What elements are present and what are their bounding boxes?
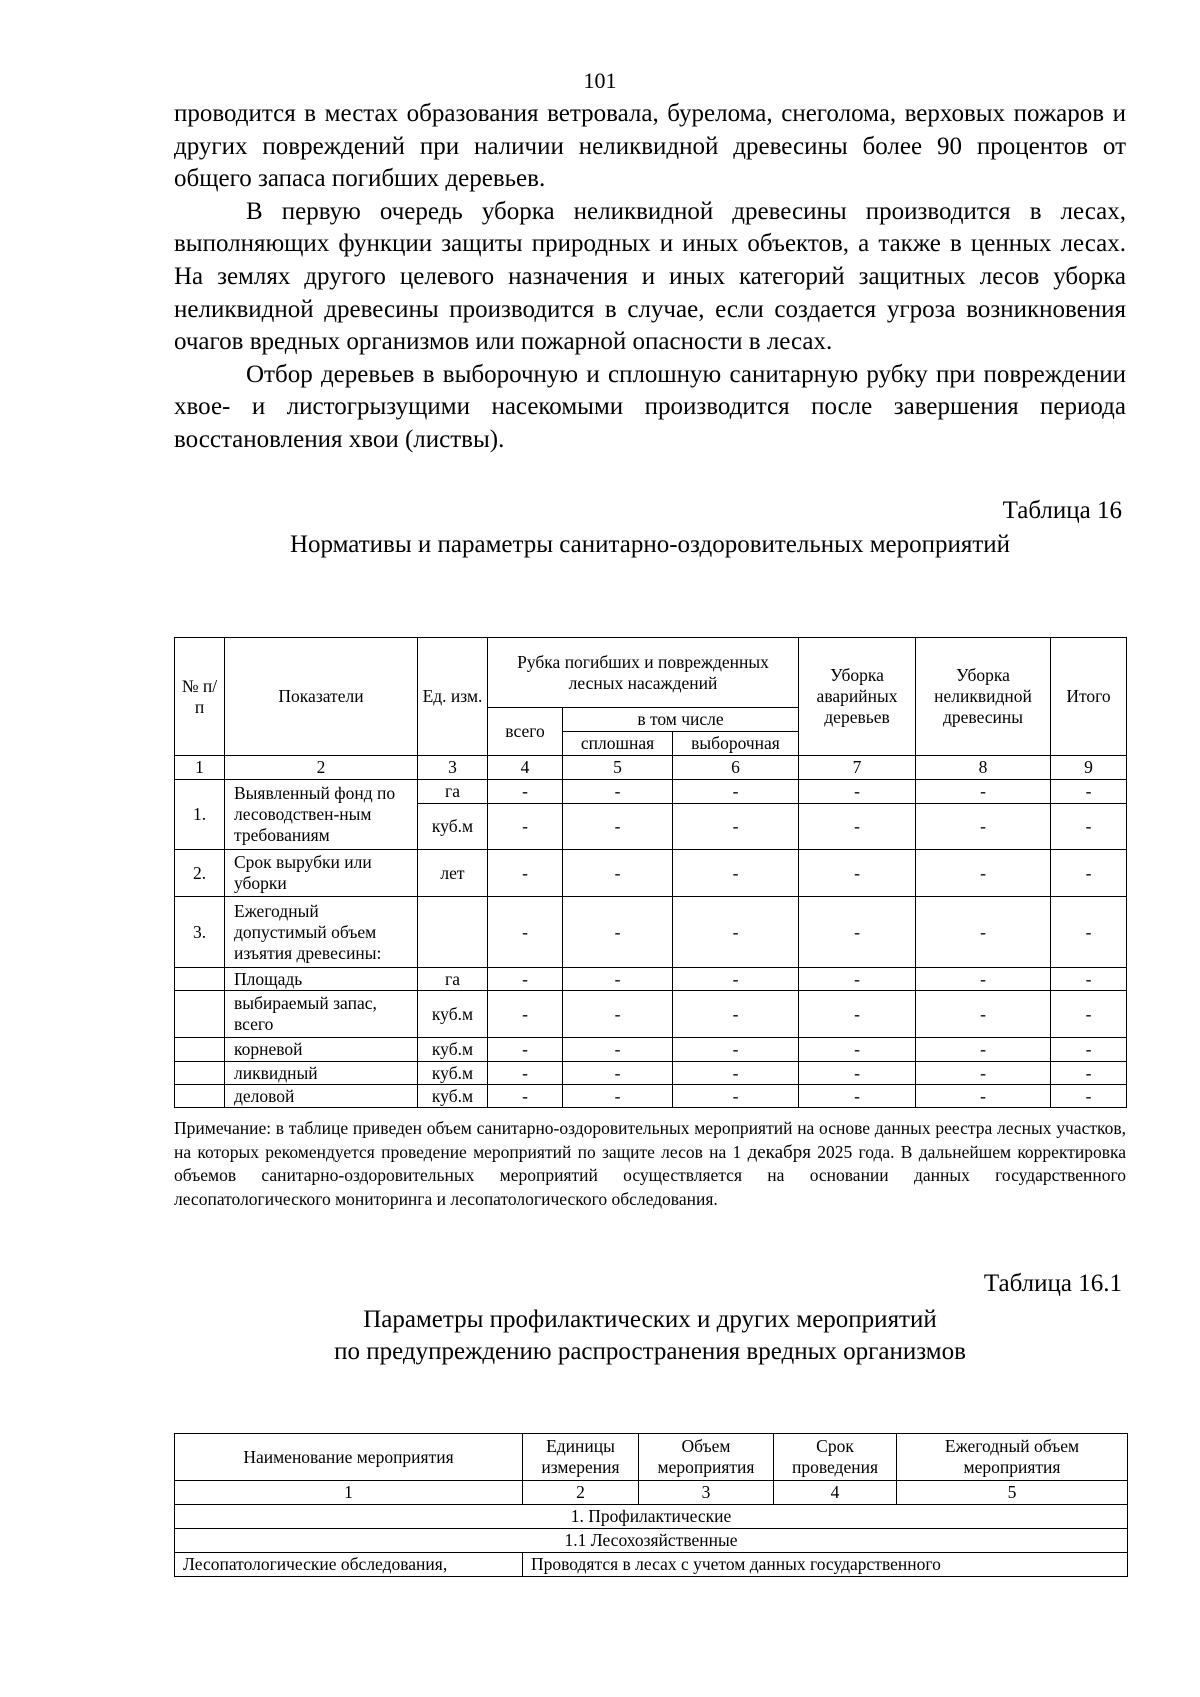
cell-value: -	[1051, 1038, 1127, 1062]
cell-value: -	[1051, 968, 1127, 991]
cell-value: -	[1051, 897, 1127, 968]
table-row	[175, 1553, 1128, 1577]
col-number: 5	[563, 756, 673, 780]
table-16	[174, 637, 1127, 1108]
col-number: 4	[774, 1481, 897, 1505]
col-number: 1	[175, 756, 225, 780]
cell-value: -	[1051, 780, 1127, 804]
header-selective: выборочная	[673, 732, 799, 756]
cell-value: -	[673, 780, 799, 804]
col-number: 6	[673, 756, 799, 780]
paragraph-2: В первую очередь уборка неликвидной древесины производится в лесах, выполняющих функции защиты природных и иных объектов, а также в ценных лесах. На землях другого целевого назначения и иных категорий защитных лесов уборка неликвидной древесины производится в случае, если создается угроза возникновения очагов вредных организмов или пожарной опасности в лесах.	[174, 197, 1126, 356]
header-annual-volume: Ежегодный объем мероприятия	[897, 1434, 1128, 1481]
cell-value: -	[563, 1085, 673, 1108]
row-indicator: Срок вырубки или уборки	[225, 850, 418, 897]
header-total-all: всего	[488, 708, 563, 756]
cell-value: -	[1051, 1062, 1127, 1085]
table-row	[175, 1085, 1127, 1108]
cell-value: -	[799, 991, 916, 1038]
row-indicator: корневой	[225, 1038, 418, 1062]
row-indicator: ликвидный	[225, 1062, 418, 1085]
column-number-row	[175, 1481, 1128, 1505]
body-text	[174, 98, 1126, 457]
row-activity-name: Лесопатологические обследования,	[175, 1553, 523, 1577]
row-num	[175, 968, 225, 991]
cell-value: -	[673, 897, 799, 968]
paragraph-1: проводится в местах образования ветровала, бурелома, снеголома, верховых пожаров и других повреждений при наличии неликвидной древесины более 90 процентов от общего запаса погибших деревьев.	[174, 100, 1126, 193]
cell-value: -	[916, 991, 1051, 1038]
cell-value: -	[673, 1085, 799, 1108]
cell-value: -	[563, 1038, 673, 1062]
cell-value: -	[488, 1062, 563, 1085]
cell-value: -	[488, 780, 563, 804]
table-row	[175, 850, 1127, 897]
table-row	[175, 897, 1127, 968]
cell-value: -	[563, 897, 673, 968]
row-unit: лет	[418, 850, 488, 897]
row-num	[175, 1062, 225, 1085]
header-indicators: Показатели	[225, 638, 418, 756]
header-itogo: Итого	[1051, 638, 1127, 756]
paragraph-3: Отбор деревьев в выборочную и сплошную санитарную рубку при повреждении хвое- и листогрызущими насекомыми производится после завершения периода восстановления хвои (листвы).	[174, 360, 1126, 453]
cell-value: -	[1051, 991, 1127, 1038]
cell-value: -	[488, 1038, 563, 1062]
cell-value: -	[673, 850, 799, 897]
col-number: 4	[488, 756, 563, 780]
cell-value: -	[799, 968, 916, 991]
table-16-label: Таблица 16	[1002, 497, 1122, 524]
table-16-note	[174, 1117, 1126, 1211]
cell-value: -	[488, 968, 563, 991]
row-unit: куб.м	[418, 804, 488, 850]
row-num: 2.	[175, 850, 225, 897]
table-row	[175, 1062, 1127, 1085]
row-num	[175, 1085, 225, 1108]
cell-value: -	[673, 804, 799, 850]
col-number: 1	[175, 1481, 523, 1505]
cell-value: -	[799, 1038, 916, 1062]
row-indicator: Площадь	[225, 968, 418, 991]
table-16-1	[174, 1433, 1128, 1577]
col-number: 9	[1051, 756, 1127, 780]
table-row	[175, 1038, 1127, 1062]
row-unit	[418, 897, 488, 968]
header-illiquid: Уборка неликвидной древесины	[916, 638, 1051, 756]
page-number: 101	[583, 68, 617, 93]
col-number: 8	[916, 756, 1051, 780]
cell-value: -	[1051, 1085, 1127, 1108]
cell-value: -	[916, 850, 1051, 897]
row-indicator: Ежегодный допустимый объем изъятия древесины:	[225, 897, 418, 968]
table-16-title: Нормативы и параметры санитарно-оздоровительных мероприятий	[289, 531, 1011, 558]
row-unit: куб.м	[418, 1062, 488, 1085]
table-16-1-label: Таблица 16.1	[983, 1270, 1122, 1297]
cell-value: -	[563, 804, 673, 850]
header-units: Единицы измерения	[523, 1434, 639, 1481]
row-num	[175, 991, 225, 1038]
row-indicator: Выявленный фонд по лесоводствен-ным требованиям	[225, 780, 418, 850]
column-number-row	[175, 756, 1127, 780]
row-num: 3.	[175, 897, 225, 968]
row-unit: куб.м	[418, 1038, 488, 1062]
header-including: в том числе	[563, 708, 799, 732]
cell-value: -	[916, 968, 1051, 991]
cell-value: -	[799, 1062, 916, 1085]
cell-value: -	[799, 804, 916, 850]
cell-value: -	[799, 897, 916, 968]
table-row	[175, 991, 1127, 1038]
cell-value: -	[916, 804, 1051, 850]
cell-value: -	[488, 1085, 563, 1108]
header-clear: сплошная	[563, 732, 673, 756]
cell-value: -	[488, 804, 563, 850]
col-number: 3	[418, 756, 488, 780]
cell-value: -	[673, 968, 799, 991]
cell-value: -	[563, 850, 673, 897]
table-row	[175, 968, 1127, 991]
row-indicator: выбираемый запас, всего	[225, 991, 418, 1038]
cell-value: -	[488, 991, 563, 1038]
table-16-1-title-line-2: по предупреждению распространения вредных организмов	[334, 1338, 966, 1365]
row-indicator: деловой	[225, 1085, 418, 1108]
cell-value: -	[799, 780, 916, 804]
col-number: 3	[639, 1481, 774, 1505]
row-unit: куб.м	[418, 1085, 488, 1108]
cell-value: -	[673, 1038, 799, 1062]
row-num	[175, 1038, 225, 1062]
row-num: 1.	[175, 780, 225, 850]
section-prophylactic: 1. Профилактические	[175, 1505, 1128, 1529]
cell-value: -	[563, 1062, 673, 1085]
cell-value: -	[916, 1038, 1051, 1062]
header-term: Срок проведения	[774, 1434, 897, 1481]
cell-value: -	[799, 850, 916, 897]
header-felling: Рубка погибших и поврежденных лесных насаждений	[488, 638, 799, 708]
section-forestry: 1.1 Лесохозяйственные	[175, 1529, 1128, 1553]
col-number: 2	[523, 1481, 639, 1505]
row-unit: га	[418, 780, 488, 804]
cell-value: -	[563, 991, 673, 1038]
cell-value: -	[488, 897, 563, 968]
note-part-2: 2025 года. В дальнейшем корректировка объемов санитарно-оздоровительных мероприятий осуществляется на основании данных государственного лесопатологического мониторинга и лесопатологического обследования.	[174, 1141, 1126, 1209]
note-part-1: Примечание: в таблице приведен объем санитарно-оздоровительных мероприятий на основе данных реестра лесных участков, на которых рекомендуется проведение мероприятий по защите лесов на 1	[174, 1118, 1126, 1162]
table-row	[175, 780, 1127, 804]
cell-value: -	[916, 897, 1051, 968]
col-number: 2	[225, 756, 418, 780]
cell-value: -	[799, 1085, 916, 1108]
table-16-1-title-line-1: Параметры профилактических и других мероприятий	[363, 1306, 937, 1333]
row-description: Проводятся в лесах с учетом данных государственного	[523, 1553, 1128, 1577]
cell-value: -	[488, 850, 563, 897]
cell-value: -	[916, 1085, 1051, 1108]
note-month: декабря	[747, 1141, 811, 1163]
cell-value: -	[1051, 850, 1127, 897]
row-unit: куб.м	[418, 991, 488, 1038]
header-activity-name: Наименование мероприятия	[175, 1434, 523, 1481]
header-emergency: Уборка аварийных деревьев	[799, 638, 916, 756]
cell-value: -	[563, 780, 673, 804]
row-unit: га	[418, 968, 488, 991]
cell-value: -	[673, 991, 799, 1038]
header-volume: Объем мероприятия	[639, 1434, 774, 1481]
header-unit: Ед. изм.	[418, 638, 488, 756]
cell-value: -	[1051, 804, 1127, 850]
cell-value: -	[673, 1062, 799, 1085]
header-num: № п/п	[175, 638, 225, 756]
cell-value: -	[563, 968, 673, 991]
col-number: 7	[799, 756, 916, 780]
col-number: 5	[897, 1481, 1128, 1505]
cell-value: -	[916, 1062, 1051, 1085]
cell-value: -	[916, 780, 1051, 804]
